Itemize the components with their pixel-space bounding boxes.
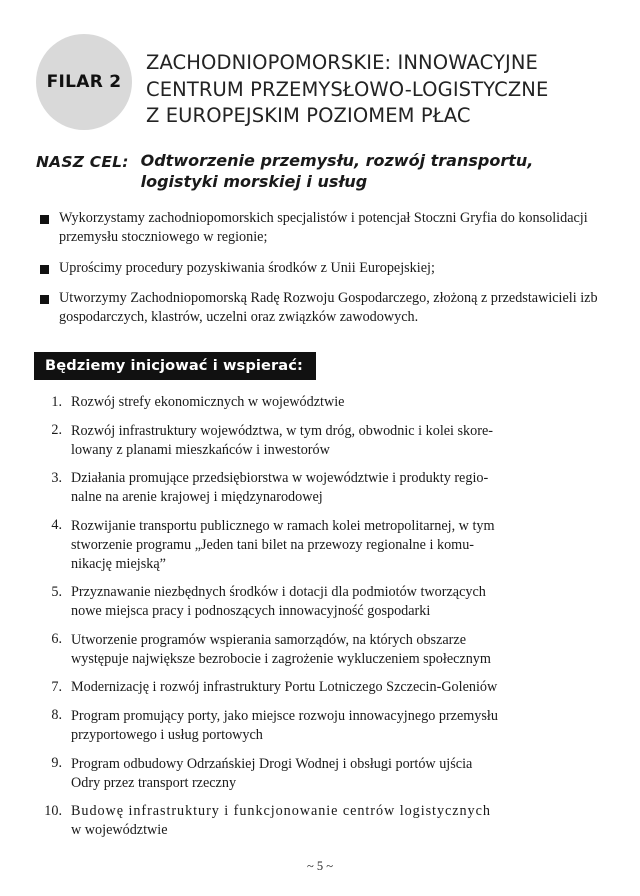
- list-item: [37, 469, 606, 507]
- page-footer: ~ 5 ~: [306, 859, 334, 873]
- goal-text: [141, 150, 534, 192]
- list-item-text: [71, 517, 495, 574]
- list-item-line: nowe miejsca pracy i podnoszących innowacyjność gospodarki: [71, 603, 431, 620]
- list-item-line: Program odbudowy Odrzańskiej Drogi Wodnej i obsługi portów ujścia: [71, 755, 473, 772]
- list-item-number: 4.: [51, 517, 62, 534]
- list-item-line: Utworzenie programów wspierania samorządów, na których obszarze: [71, 631, 466, 648]
- list-item-text: [71, 469, 488, 507]
- goal-label: NASZ CEL:: [36, 153, 129, 171]
- list-item-line: Przyznawanie niezbędnych środków i dotacji dla podmiotów tworzących: [71, 584, 486, 601]
- list-item-line: Rozwijanie transportu publicznego w ramach kolei metropolitarnej, w tym: [71, 517, 495, 534]
- list-item-line: Rozwój strefy ekonomicznych w województwie: [71, 394, 345, 411]
- list-item-number: 10.: [44, 802, 62, 819]
- list-item-line: przyportowego i usług portowych: [71, 727, 263, 744]
- list-item-number: 5.: [51, 583, 62, 600]
- list-item: [37, 583, 606, 621]
- pillar-badge: [36, 34, 132, 130]
- bullet-list: [34, 209, 606, 327]
- list-item: [37, 631, 606, 669]
- page-header: [34, 28, 606, 130]
- page-title-line-3: Z EUROPEJSKIM POZIOMEM PŁAC: [146, 104, 471, 128]
- list-item-text: [71, 755, 472, 793]
- list-item-text: [71, 678, 497, 697]
- square-bullet-icon: [40, 295, 49, 304]
- list-item: [37, 393, 606, 412]
- list-item: [37, 755, 606, 793]
- list-item-line: stworzenie programu „Jeden tani bilet na przewozy regionalne i komu-: [71, 536, 475, 553]
- goal-block: [34, 150, 606, 192]
- list-item-text: [71, 393, 344, 412]
- square-bullet-icon: [40, 215, 49, 224]
- numbered-list: [34, 393, 606, 840]
- list-item-line: Program promujący porty, jako miejsce rozwoju innowacyjnego przemysłu: [71, 707, 498, 724]
- list-item-line: Działania promujące przedsiębiorstwa w województwie i produkty regio-: [71, 470, 489, 487]
- pillar-badge-label: FILAR 2: [46, 72, 122, 92]
- list-item-number: 3.: [51, 469, 62, 486]
- list-item-line: Odry przez transport rzeczny: [71, 774, 237, 791]
- list-item-number: 7.: [51, 678, 62, 695]
- list-item: [37, 678, 606, 697]
- bullet-item-text: Utworzymy Zachodniopomorską Radę Rozwoju Gospodarczego, złożoną z przedstawicieli izb gospodarczych, klastrów, uczelni oraz związków zawodowych.: [59, 289, 598, 325]
- list-item-number: 1.: [51, 393, 62, 410]
- bullet-item-text: Wykorzystamy zachodniopomorskich specjalistów i potencjał Stoczni Gryfia do konsolidacji przemysłu stoczniowego w regionie;: [59, 210, 588, 246]
- page-title: [146, 50, 548, 130]
- list-item-line: Modernizację i rozwój infrastruktury Portu Lotniczego Szczecin-Goleniów: [71, 679, 498, 696]
- square-bullet-icon: [40, 265, 49, 274]
- list-item-number: 2.: [51, 422, 62, 439]
- list-item-text: [71, 707, 498, 745]
- bullet-item: [40, 289, 606, 327]
- list-item: [37, 422, 606, 460]
- list-item-number: 6.: [51, 631, 62, 648]
- list-item: [37, 802, 606, 840]
- list-item-line: występuje największe bezrobocie i zagrożenie wykluczeniem społecznym: [71, 650, 491, 667]
- page-title-line-1: ZACHODNIOPOMORSKIE: INNOWACYJNE: [146, 51, 538, 74]
- list-item: [37, 707, 606, 745]
- list-item-number: 9.: [51, 755, 62, 772]
- bullet-item: [40, 259, 606, 278]
- section-banner: Będziemy inicjować i wspierać:: [34, 352, 316, 380]
- list-item-line: lowany z planami mieszkańców i inwestorów: [71, 441, 330, 458]
- list-item-line: w województwie: [71, 822, 168, 839]
- list-item-line: Rozwój infrastruktury województwa, w tym dróg, obwodnic i kolei skore-: [71, 422, 493, 439]
- list-item-text: [71, 631, 491, 669]
- bullet-item-text: Uprościmy procedury pozyskiwania środków z Unii Europejskiej;: [59, 259, 435, 276]
- page-title-line-2: CENTRUM PRZEMYSŁOWO-LOGISTYCZNE: [146, 77, 549, 101]
- list-item-number: 8.: [51, 707, 62, 724]
- list-item-text: [71, 802, 491, 840]
- list-item: [37, 517, 606, 574]
- list-item-text: [71, 583, 486, 621]
- list-item-line: nalne na arenie krajowej i międzynarodowej: [71, 489, 323, 506]
- goal-text-line-1: Odtworzenie przemysłu, rozwój transportu,: [140, 151, 534, 170]
- list-item-line: nikację miejską”: [71, 555, 166, 572]
- goal-text-line-2: logistyki morskiej i usług: [140, 172, 368, 192]
- list-item-line: Budowę infrastruktury i funkcjonowanie centrów logistycznych: [71, 803, 491, 820]
- list-item-text: [71, 422, 493, 460]
- bullet-item: [40, 209, 606, 247]
